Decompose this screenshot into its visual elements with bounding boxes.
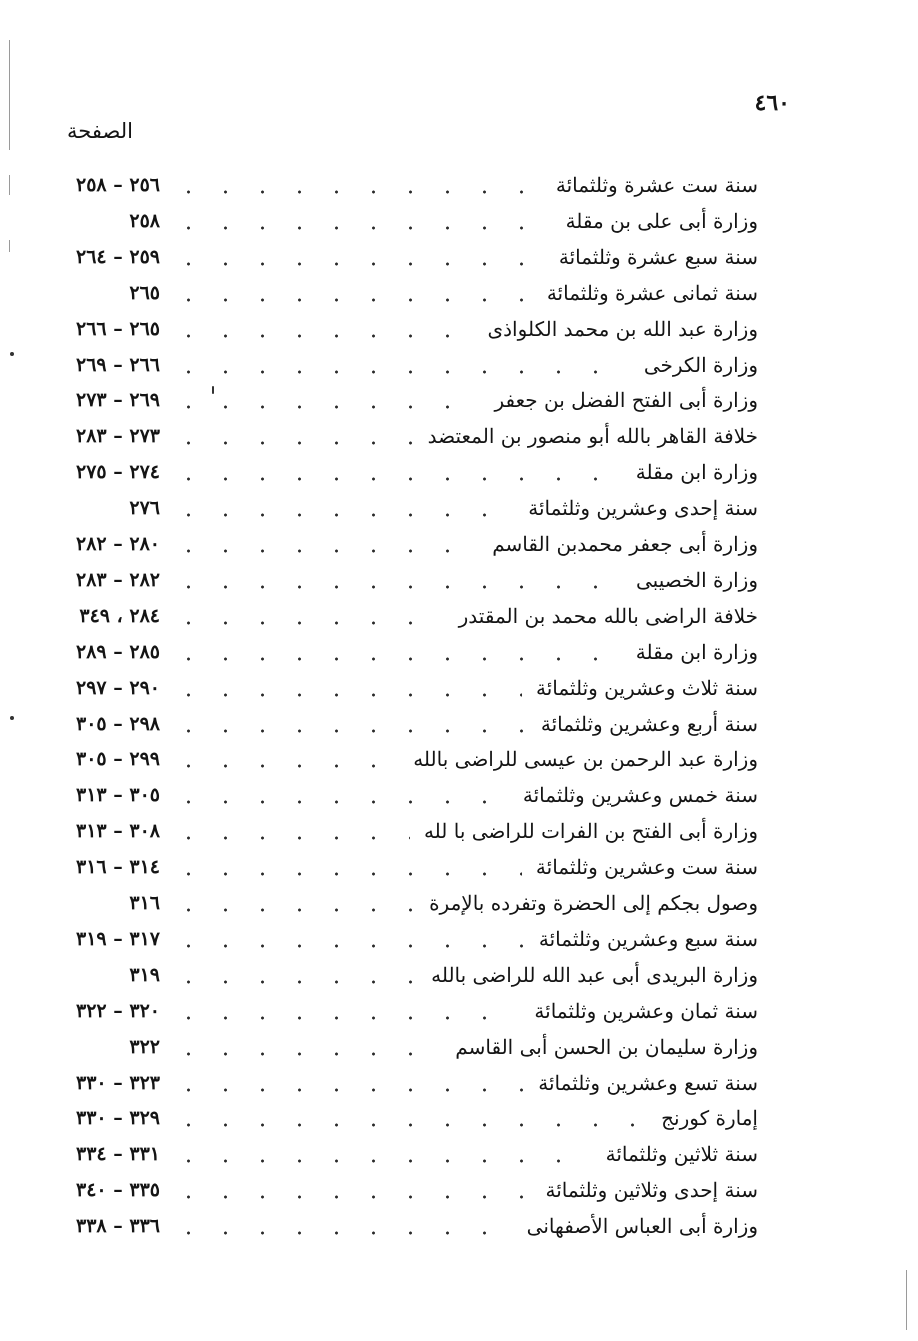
toc-entry-pages: ٢٥٨ bbox=[129, 209, 160, 232]
toc-entry-title: وصول بجكم إلى الحضرة وتفرده بالإمرة bbox=[429, 891, 758, 915]
toc-entry-title: وزارة ابن مقلة bbox=[635, 460, 758, 485]
dot-leader bbox=[170, 836, 410, 840]
toc-entry bbox=[0, 742, 918, 776]
toc-entry bbox=[0, 1101, 918, 1135]
dot-leader bbox=[170, 334, 474, 338]
toc-entry-title: سنة إحدى وعشرين وثلثمائة bbox=[528, 496, 758, 521]
toc-entry bbox=[0, 491, 918, 525]
scan-speck bbox=[10, 716, 14, 720]
toc-entry-title: وزارة الخصيبى bbox=[635, 567, 758, 592]
toc-entry-title: سنة ثمانى عشرة وثلثمائة bbox=[546, 280, 758, 305]
dot-leader bbox=[170, 729, 527, 733]
toc-entry-pages: ٢٨٠ – ٢٨٢ bbox=[76, 533, 160, 555]
toc-entry-pages: ٢٦٥ bbox=[129, 281, 160, 304]
dot-leader bbox=[170, 1052, 441, 1056]
page-number: ٤٦٠ bbox=[754, 90, 790, 116]
toc-entry-title: سنة تسع وعشرين وثلثمائة bbox=[538, 1070, 758, 1095]
dot-leader bbox=[170, 585, 622, 589]
toc-entry-pages: ٢٩٩ – ٣٠٥ bbox=[76, 748, 160, 771]
dot-leader bbox=[170, 657, 622, 661]
toc-entry-pages: ٢٨٥ – ٢٨٩ bbox=[76, 640, 160, 663]
toc-entry-pages: ٣٠٥ – ٣١٣ bbox=[76, 784, 160, 807]
toc-entry-title: سنة خمس وعشرين وثلثمائة bbox=[522, 783, 758, 808]
scan-edge-line bbox=[906, 1270, 907, 1330]
toc-entry bbox=[0, 204, 918, 238]
dot-leader bbox=[170, 262, 545, 266]
page-column-header: الصفحة bbox=[67, 119, 133, 143]
toc-entry-pages: ٢٩٠ – ٢٩٧ bbox=[76, 676, 160, 699]
toc-entry-pages: ٣١٧ – ٣١٩ bbox=[76, 927, 160, 950]
toc-entry-pages: ٣١٦ bbox=[129, 892, 160, 914]
toc-entry bbox=[0, 419, 918, 453]
toc-entry bbox=[0, 455, 918, 489]
toc-entry-title: وزارة أبى الفتح الفضل بن جعفر bbox=[494, 388, 758, 413]
scan-edge-line bbox=[9, 40, 10, 150]
toc-entry bbox=[0, 778, 918, 812]
toc-entry-pages: ٢٥٩ – ٢٦٤ bbox=[76, 245, 160, 268]
toc-entry-pages: ٣٢٠ – ٣٢٢ bbox=[76, 999, 160, 1022]
toc-entry-pages: ٣٣١ – ٣٣٤ bbox=[76, 1143, 160, 1166]
dot-leader bbox=[170, 226, 552, 230]
toc-entry-pages: ٣٣٥ – ٣٤٠ bbox=[76, 1179, 160, 1202]
dot-leader bbox=[170, 405, 480, 409]
dot-leader bbox=[170, 764, 399, 768]
toc-entry bbox=[0, 276, 918, 310]
toc-entry-title: سنة أربع وعشرين وثلثمائة bbox=[540, 711, 758, 736]
toc-entry bbox=[0, 707, 918, 741]
toc-entry-pages: ٣٢٣ – ٣٣٠ bbox=[76, 1071, 160, 1094]
toc-entry-pages: ٢٧٣ – ٢٨٣ bbox=[76, 425, 160, 448]
toc-entry-pages: ٢٦٩ – ٢٧٣ bbox=[76, 389, 160, 412]
toc-entry-title: وزارة عبد الله بن محمد الكلواذى bbox=[487, 316, 758, 341]
toc-entry-pages: ٢٦٦ – ٢٦٩ bbox=[76, 353, 160, 376]
toc-entry-title: سنة ثلاثين وثلثمائة bbox=[605, 1142, 758, 1167]
toc-entry bbox=[0, 383, 918, 417]
toc-entry bbox=[0, 599, 918, 633]
dot-leader bbox=[170, 370, 630, 374]
toc-entry bbox=[0, 994, 918, 1028]
toc-entry-title: وزارة الكرخى bbox=[643, 352, 758, 377]
toc-entry-title: وزارة أبى جعفر محمدبن القاسم bbox=[492, 532, 758, 556]
dot-leader bbox=[170, 944, 525, 948]
dot-leader bbox=[170, 872, 522, 876]
toc-entry bbox=[0, 922, 918, 956]
toc-entry bbox=[0, 240, 918, 274]
toc-entry-title: خلافة القاهر بالله أبو منصور بن المعتضد bbox=[427, 424, 758, 449]
dot-leader bbox=[170, 621, 445, 625]
toc-entry-pages: ٣٠٨ – ٣١٣ bbox=[76, 820, 160, 843]
toc-entry-pages: ٢٨٤ ، ٣٤٩ bbox=[79, 604, 160, 627]
toc-entry bbox=[0, 635, 918, 669]
dot-leader bbox=[170, 298, 533, 302]
toc-entry-title: سنة ثمان وعشرين وثلثمائة bbox=[534, 998, 758, 1023]
toc-entry bbox=[0, 563, 918, 597]
toc-entry bbox=[0, 1173, 918, 1207]
toc-entry-pages: ٢٨٢ – ٢٨٣ bbox=[76, 568, 160, 591]
toc-entry bbox=[0, 1066, 918, 1100]
dot-leader bbox=[170, 477, 622, 481]
toc-entry-pages: ٣١٩ bbox=[129, 963, 160, 986]
toc-entry bbox=[0, 1137, 918, 1171]
toc-entry bbox=[0, 348, 918, 382]
toc-entry bbox=[0, 527, 918, 561]
toc-entry bbox=[0, 814, 918, 848]
toc-entry-pages: ٣١٤ – ٣١٦ bbox=[76, 856, 160, 879]
dot-leader bbox=[170, 190, 542, 194]
toc-entry-title: سنة إحدى وثلاثين وثلثمائة bbox=[545, 1178, 758, 1203]
dot-leader bbox=[170, 1159, 592, 1163]
toc-entry bbox=[0, 671, 918, 705]
toc-entry-title: وزارة ابن مقلة bbox=[635, 639, 758, 664]
toc-entry-title: وزارة عبد الرحمن بن عيسى للراضى بالله bbox=[413, 747, 758, 772]
toc-entry bbox=[0, 850, 918, 884]
dot-leader bbox=[170, 1088, 524, 1092]
dot-leader bbox=[170, 1195, 532, 1199]
toc-entry-pages: ٢٦٥ – ٢٦٦ bbox=[76, 317, 160, 340]
toc-entry-pages: ٣٢٢ bbox=[129, 1035, 160, 1058]
toc-entry bbox=[0, 312, 918, 346]
toc-entry-pages: ٢٥٦ – ٢٥٨ bbox=[76, 174, 160, 196]
toc-entry-title: سنة ثلاث وعشرين وثلثمائة bbox=[535, 675, 758, 700]
dot-leader bbox=[170, 908, 415, 912]
dot-leader bbox=[170, 800, 509, 804]
dot-leader bbox=[170, 1016, 520, 1020]
toc-entry-title: سنة ست وعشرين وثلثمائة bbox=[535, 855, 758, 880]
toc-entry-pages: ٢٧٦ bbox=[129, 497, 160, 520]
toc-entry-title: سنة سبع وعشرين وثلثمائة bbox=[538, 926, 758, 951]
toc-entry-title: خلافة الراضى بالله محمد بن المقتدر bbox=[458, 603, 758, 628]
toc-entry bbox=[0, 168, 918, 202]
dot-leader bbox=[170, 441, 414, 445]
dot-leader bbox=[170, 513, 514, 517]
dot-leader bbox=[170, 549, 478, 553]
toc-entry-pages: ٢٧٤ – ٢٧٥ bbox=[76, 461, 160, 484]
toc-entry-title: سنة سبع عشرة وثلثمائة bbox=[558, 244, 758, 269]
toc-entry-title: وزارة البريدى أبى عبد الله للراضى بالله bbox=[431, 962, 758, 987]
scan-speck bbox=[212, 386, 214, 394]
toc-entry-pages: ٣٣٦ – ٣٣٨ bbox=[76, 1215, 160, 1238]
toc-entry-pages: ٣٢٩ – ٣٣٠ bbox=[76, 1107, 160, 1130]
toc-entry bbox=[0, 1209, 918, 1243]
toc-entry-title: وزارة أبى الفتح بن الفرات للراضى با لله bbox=[423, 819, 758, 844]
toc-entry bbox=[0, 958, 918, 992]
dot-leader bbox=[170, 980, 417, 984]
toc-entry bbox=[0, 886, 918, 920]
toc-entry-title: إمارة كورنج bbox=[661, 1106, 758, 1131]
toc-entry-title: وزارة أبى على بن مقلة bbox=[565, 208, 758, 233]
toc-entry-title: وزارة أبى العباس الأصفهانى bbox=[526, 1214, 758, 1239]
scan-speck bbox=[10, 352, 14, 356]
toc-entry-pages: ٢٩٨ – ٣٠٥ bbox=[76, 712, 160, 735]
dot-leader bbox=[170, 1123, 647, 1127]
dot-leader bbox=[170, 1231, 513, 1235]
toc-entry-title: سنة ست عشرة وثلثمائة bbox=[555, 173, 758, 197]
toc-entry bbox=[0, 1030, 918, 1064]
dot-leader bbox=[170, 693, 522, 697]
toc-entry-title: وزارة سليمان بن الحسن أبى القاسم bbox=[455, 1034, 758, 1059]
